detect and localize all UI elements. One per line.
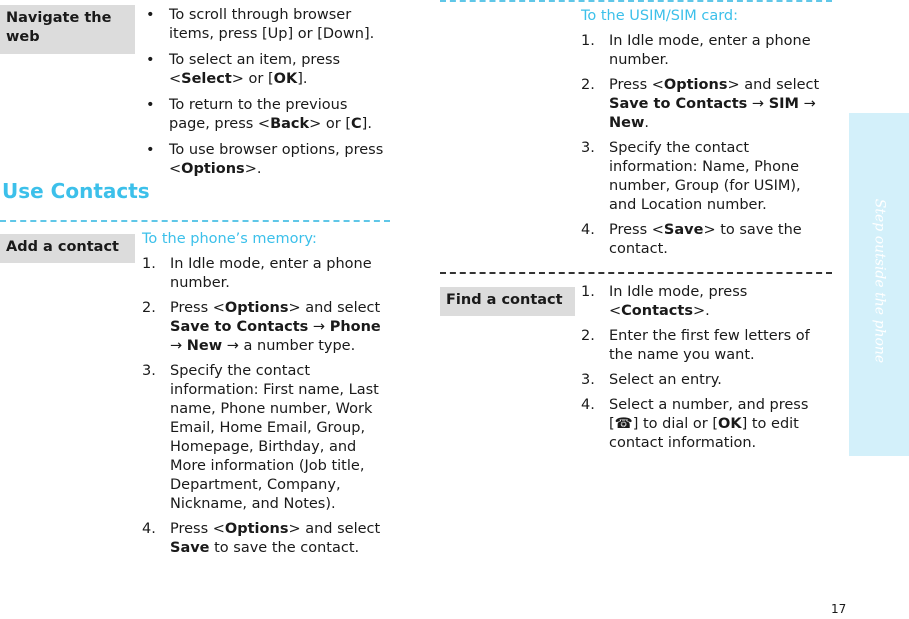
bold-term: Save to Contacts [609, 96, 748, 112]
step-number: 4. [142, 521, 156, 537]
step-number: 3. [581, 140, 595, 156]
step-number: 2. [581, 77, 595, 93]
text-segment: In Idle mode, enter a phone number. [609, 33, 811, 68]
step-number: 1. [581, 33, 595, 49]
step-number: 2. [142, 300, 156, 316]
bold-term: Back [270, 116, 310, 132]
bold-term: OK [718, 416, 742, 432]
text-segment: → [798, 96, 816, 112]
text-segment: ]. [361, 116, 372, 132]
text-segment: ]. [297, 71, 308, 87]
step-number: 2. [581, 328, 595, 344]
navigate-web-label [0, 5, 135, 54]
text-segment: Specify the contact information: Name, Phone number, Group (for USIM), and Location number. [609, 140, 801, 213]
phone-memory-heading: To the phone’s memory: [142, 231, 317, 247]
navigate-web-list [142, 6, 392, 186]
list-item [142, 299, 392, 356]
text-segment: . [644, 115, 649, 131]
list-item [142, 51, 392, 89]
text-segment: To use browser options, press < [169, 142, 384, 177]
page-number: 17 [831, 602, 847, 616]
step-number: 4. [581, 397, 595, 413]
bold-term: ☎ [614, 416, 633, 432]
section-divider [0, 220, 390, 222]
bold-term: Options [663, 77, 728, 93]
phone-memory-block [142, 230, 392, 564]
bold-term: Contacts [621, 303, 693, 319]
section-title: Use Contacts [2, 179, 150, 203]
list-item [142, 141, 392, 179]
list-item [581, 396, 831, 453]
text-segment: > to save the contact. [609, 222, 802, 257]
list-item [581, 221, 831, 259]
list-item [142, 362, 392, 514]
text-segment: Select an entry. [609, 372, 722, 388]
add-contact-label-text: Add a contact [6, 239, 119, 255]
text-segment: Enter the first few letters of the name you want. [609, 328, 810, 363]
list-item [581, 327, 831, 365]
text-segment: In Idle mode, enter a phone number. [170, 256, 372, 291]
chapter-side-tab [849, 113, 909, 456]
bold-term: Save [663, 222, 704, 238]
text-segment: In Idle mode, press < [609, 284, 748, 319]
list-item [581, 32, 831, 70]
step-number: 1. [142, 256, 156, 272]
bold-term: Select [181, 71, 232, 87]
bold-term: Save to Contacts [170, 319, 309, 335]
bold-term: Options [224, 300, 289, 316]
list-item [581, 283, 831, 321]
list-item [142, 255, 392, 293]
list-item [581, 139, 831, 215]
text-segment: Press < [170, 300, 225, 316]
find-contact-label [440, 287, 575, 316]
step-number: 3. [581, 372, 595, 388]
text-segment: To scroll through browser items, press [Up] or [Down]. [169, 7, 375, 42]
bold-term: SIM [768, 96, 799, 112]
top-divider [440, 0, 832, 2]
bold-term: Save [170, 540, 210, 556]
sim-card-block [581, 7, 831, 265]
list-item [142, 96, 392, 134]
bold-term: Options [224, 521, 289, 537]
text-segment: Select a number, and press [ [609, 397, 809, 432]
text-segment: → a number type. [222, 338, 356, 354]
text-segment: Press < [609, 222, 664, 238]
text-segment: >. [692, 303, 710, 319]
text-segment: ] to edit contact information. [609, 416, 799, 451]
bold-term: New [609, 115, 645, 131]
step-number: 1. [581, 284, 595, 300]
list-item [581, 76, 831, 133]
bold-term: New [186, 338, 223, 354]
find-contact-label-text: Find a contact [446, 292, 563, 308]
bold-term: C [351, 116, 362, 132]
find-contact-divider [440, 272, 832, 274]
bold-term: OK [273, 71, 298, 87]
navigate-web-label-text: Navigate the web [6, 10, 112, 45]
list-item [581, 371, 831, 390]
sim-card-heading: To the USIM/SIM card: [581, 8, 739, 24]
bold-term: Phone [329, 319, 381, 335]
text-segment: > and select [288, 300, 381, 316]
text-segment: to save the contact. [209, 540, 360, 556]
text-segment: → [170, 338, 187, 354]
text-segment: > and select [288, 521, 381, 537]
text-segment: >. [244, 161, 262, 177]
add-contact-label [0, 234, 135, 263]
text-segment: To return to the previous page, press < [169, 97, 348, 132]
text-segment: To select an item, press < [169, 52, 341, 87]
step-number: 4. [581, 222, 595, 238]
list-item [142, 520, 392, 558]
text-segment: > or [ [231, 71, 274, 87]
text-segment: → [747, 96, 769, 112]
list-item [142, 6, 392, 44]
step-number: 3. [142, 363, 156, 379]
text-segment: > and select [727, 77, 820, 93]
text-segment: → [308, 319, 330, 335]
text-segment: Specify the contact information: First name, Last name, Phone number, Work Email, Home Email, Group, Homepage, Birthday, and More information (Job title, Department, Company, Nickname, and Notes). [170, 363, 379, 512]
chapter-side-tab-text: Step outside the phone [871, 198, 888, 364]
find-contact-block [581, 283, 831, 459]
text-segment: Press < [609, 77, 664, 93]
text-segment: > or [ [309, 116, 352, 132]
text-segment: Press < [170, 521, 225, 537]
text-segment: ] to dial or [ [632, 416, 719, 432]
bold-term: Options [181, 161, 245, 177]
